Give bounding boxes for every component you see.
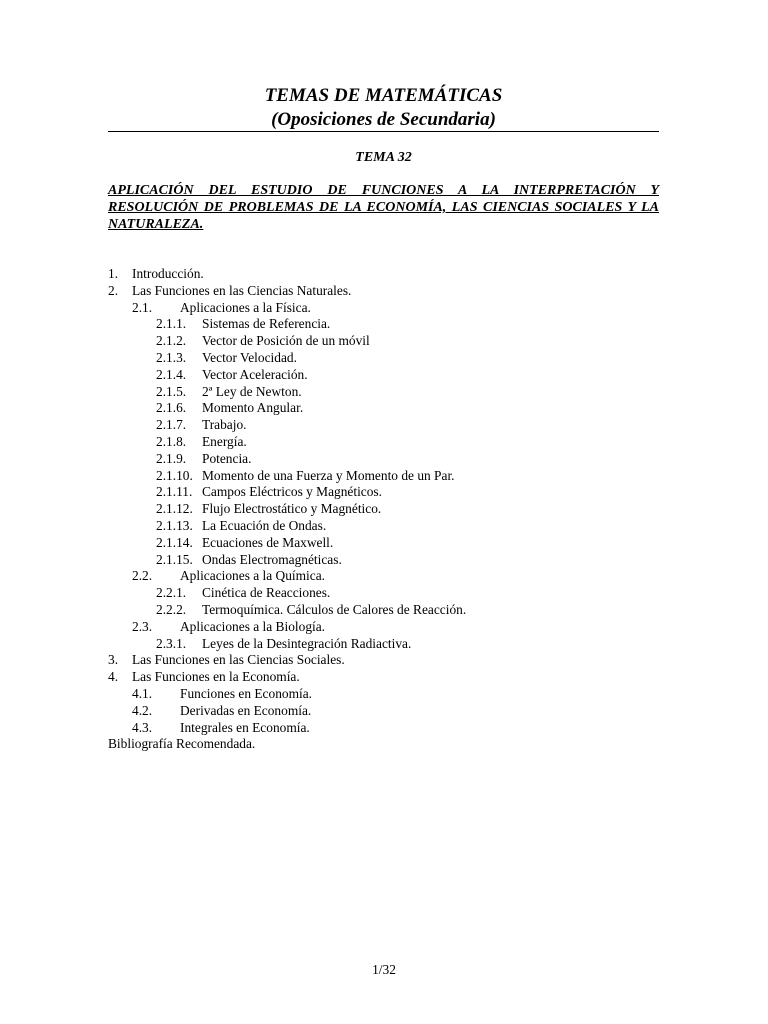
toc-item-number: 2.1.8. [156, 433, 187, 449]
toc-item-number: 2.1.9. [156, 450, 187, 466]
toc-item [108, 669, 668, 686]
toc-item-text: Aplicaciones a la Física. [180, 299, 311, 315]
toc-item-text: Sistemas de Referencia. [202, 316, 331, 332]
toc-item [108, 484, 668, 501]
toc-item [108, 619, 668, 636]
toc-item-number: 2.1.6. [156, 400, 187, 416]
toc-item [108, 266, 668, 283]
toc-item-text: Ecuaciones de Maxwell. [202, 534, 334, 550]
toc-item-text: Vector de Posición de un móvil [202, 333, 370, 349]
toc-item-text: Integrales en Economía. [180, 719, 310, 735]
toc-item [108, 451, 668, 468]
toc-item [108, 602, 668, 619]
toc-item [108, 568, 668, 585]
toc-item-number: 2.3. [132, 618, 153, 634]
toc-item [108, 400, 668, 417]
toc-item-text: Cinética de Reacciones. [202, 585, 331, 601]
toc-item-text: Campos Eléctricos y Magnéticos. [202, 484, 382, 500]
toc-item-text: Leyes de la Desintegración Radiactiva. [202, 635, 412, 651]
toc-item [108, 518, 668, 535]
toc-item-text: Momento de una Fuerza y Momento de un Par. [202, 467, 455, 483]
toc-item-number: 2.1.10. [156, 467, 193, 483]
toc-item-text: Ondas Electromagnéticas. [202, 551, 342, 567]
toc-item-text: Vector Velocidad. [202, 349, 297, 365]
toc-item-text: Trabajo. [202, 417, 247, 433]
toc-item-number: 4.1. [132, 685, 153, 701]
toc-item-number: 4.3. [132, 719, 153, 735]
toc-item [108, 367, 668, 384]
toc-item-text: Energía. [202, 433, 247, 449]
toc-item [108, 720, 668, 737]
toc-item-number: 2.2.2. [156, 601, 187, 617]
toc-item-number: 2.3.1. [156, 635, 187, 651]
toc-item-number: 4.2. [132, 702, 153, 718]
toc-item-text: Momento Angular. [202, 400, 304, 416]
toc-item [108, 316, 668, 333]
toc-item-text: Aplicaciones a la Química. [180, 568, 326, 584]
toc-item-number: 3. [108, 652, 119, 668]
toc-item-number: 2.1.12. [156, 501, 193, 517]
toc-item [108, 350, 668, 367]
toc-item-number: 4. [108, 669, 119, 685]
toc-item-text: La Ecuación de Ondas. [202, 517, 327, 533]
toc-item-number: 2.1.15. [156, 551, 193, 567]
toc-item-number: 1. [108, 266, 119, 281]
toc-item [108, 552, 668, 569]
toc-item-number: 2.1. [132, 299, 153, 315]
toc-item [108, 703, 668, 720]
toc-item-number: 2.1.7. [156, 417, 187, 433]
toc-item [108, 384, 668, 401]
toc-item-number: 2.2.1. [156, 585, 187, 601]
toc-item [108, 300, 668, 317]
toc-item [108, 686, 668, 703]
toc-item-number: 2.2. [132, 568, 153, 584]
toc-item [108, 434, 668, 451]
header-divider [108, 131, 659, 132]
toc-item-text: 2ª Ley de Newton. [202, 383, 302, 399]
toc-item-number: 2. [108, 282, 119, 298]
toc-item-number: 2.1.2. [156, 333, 187, 349]
toc-item-text: Bibliografía Recomendada. [108, 736, 256, 752]
toc-item [108, 585, 668, 602]
document-title: TEMAS DE MATEMÁTICAS [264, 85, 503, 106]
toc-item-text: Las Funciones en las Ciencias Sociales. [132, 652, 345, 668]
toc-item-number: 2.1.11. [156, 484, 193, 500]
toc-item-text: Aplicaciones a la Biología. [180, 618, 326, 634]
toc-item-number: 2.1.3. [156, 349, 187, 365]
toc-item-text: Las Funciones en la Economía. [132, 669, 300, 685]
toc-item-text: Las Funciones en las Ciencias Naturales. [132, 282, 352, 298]
toc-item-number: 2.1.14. [156, 534, 193, 550]
toc-item [108, 501, 668, 518]
toc-item-number: 2.1.13. [156, 517, 193, 533]
toc-item-text: Potencia. [202, 450, 252, 466]
toc-item-text: Termoquímica. Cálculos de Calores de Reacción. [202, 601, 467, 617]
page-header [108, 84, 659, 132]
tema-heading: APLICACIÓN DEL ESTUDIO DE FUNCIONES A LA INTERPRETACIÓN Y RESOLUCIÓN DE PROBLEMAS DE LA ECONOMÍA, LAS CIENCIAS SOCIALES Y LA NATURALEZA. [108, 183, 659, 232]
toc-item-text: Derivadas en Economía. [180, 702, 312, 718]
table-of-contents [108, 266, 668, 753]
toc-item-text: Introducción. [132, 266, 204, 281]
toc-item [108, 333, 668, 350]
toc-item-text: Flujo Electrostático y Magnético. [202, 501, 382, 517]
toc-item-number: 2.1.1. [156, 316, 187, 332]
toc-item [108, 468, 668, 485]
toc-item [108, 736, 668, 753]
toc-item-number: 2.1.4. [156, 366, 187, 382]
toc-item-text: Funciones en Economía. [180, 685, 313, 701]
toc-item [108, 636, 668, 653]
toc-item [108, 283, 668, 300]
page-number: 1/32 [372, 962, 396, 977]
tema-label: TEMA 32 [355, 150, 412, 165]
document-subtitle: (Oposiciones de Secundaria) [271, 109, 496, 130]
toc-item [108, 417, 668, 434]
toc-item [108, 535, 668, 552]
toc-item-number: 2.1.5. [156, 383, 187, 399]
toc-item [108, 652, 668, 669]
toc-item-text: Vector Aceleración. [202, 366, 308, 382]
